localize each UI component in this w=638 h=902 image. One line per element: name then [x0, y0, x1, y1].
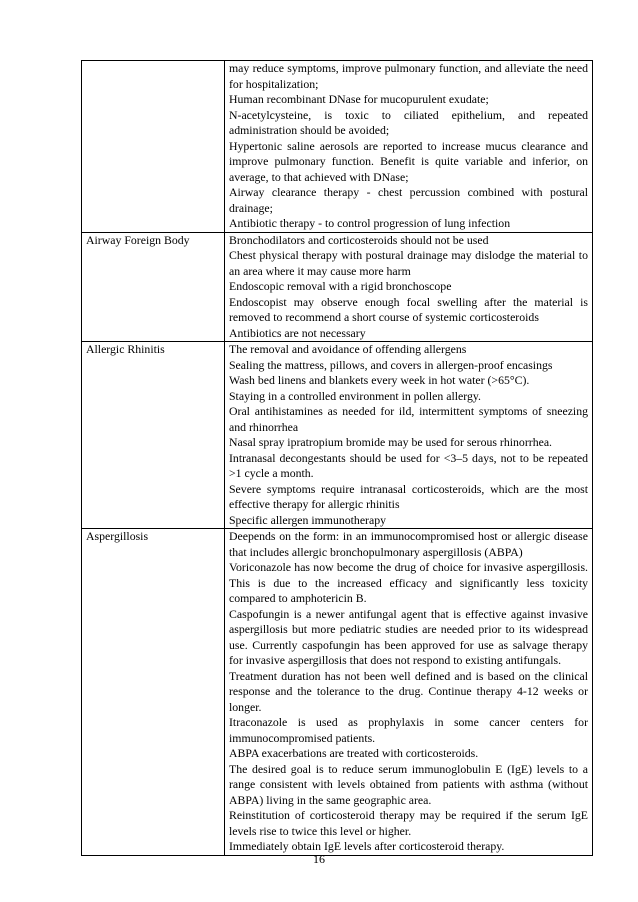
condition-cell — [82, 61, 225, 233]
table-row — [82, 529, 593, 856]
treatment-line: Reinstitution of corticosteroid therapy may be required if the serum IgE levels rise to twice this level or higher. — [229, 808, 588, 838]
treatment-line: Deepends on the form: in an immunocompromised host or allergic disease that includes allergic bronchopulmonary aspergillosis (ABPA) — [229, 529, 588, 559]
treatment-line: Antibiotics are not necessary — [229, 325, 366, 340]
treatment-cell — [225, 342, 593, 529]
treatment-line: The removal and avoidance of offending allergens — [229, 342, 467, 356]
treatment-line: Staying in a controlled environment in pollen allergy. — [229, 388, 481, 403]
condition-cell: Aspergillosis — [82, 529, 225, 856]
treatment-line: Specific allergen immunotherapy — [229, 512, 387, 527]
treatment-table — [81, 60, 593, 856]
treatment-line: Wash bed linens and blankets every week in hot water (>65°C). — [229, 373, 530, 387]
treatment-line: Severe symptoms require intranasal corticosteroids, which are the most effective therapy for allergic rhinitis — [229, 481, 588, 511]
treatment-line: Nasal spray ipratropium bromide may be used for serous rhinorrhea. — [229, 435, 553, 449]
treatment-line: ABPA exacerbations are treated with corticosteroids. — [229, 746, 479, 760]
treatment-line: Human recombinant DNase for mucopurulent exudate; — [229, 92, 489, 106]
treatment-line: Itraconazole is used as prophylaxis in some cancer centers for immunocompromised patients. — [229, 715, 588, 745]
treatment-line: Immediately obtain IgE levels after corticosteroid therapy. — [229, 839, 505, 853]
treatment-line: Caspofungin is a newer antifungal agent that is effective against invasive aspergillosis but more pediatric studies are needed prior to its widespread use. Currently caspofungin has been approved for use as salvage therapy for invasive aspergillosis that does not respond to existing antifungals. — [229, 606, 588, 667]
treatment-line: Endoscopist may observe enough focal swelling after the material is removed to recommend a short course of systemic corticosteroids — [229, 294, 588, 324]
condition-cell: Airway Foreign Body — [82, 232, 225, 342]
treatment-line: may reduce symptoms, improve pulmonary function, and alleviate the need for hospitalization; — [229, 61, 588, 91]
treatment-line: Airway clearance therapy - chest percussion combined with postural drainage; — [229, 185, 588, 215]
treatment-line: Hypertonic saline aerosols are reported to increase mucus clearance and improve pulmonary function. Benefit is quite variable and inferior, on average, to that achieved with DNase; — [229, 138, 588, 184]
treatment-line: Endoscopic removal with a rigid bronchoscope — [229, 279, 452, 293]
condition-cell: Allergic Rhinitis — [82, 342, 225, 529]
treatment-cell — [225, 529, 593, 856]
treatment-line: Chest physical therapy with postural drainage may dislodge the material to an area where it may cause more harm — [229, 248, 588, 278]
treatment-line: Sealing the mattress, pillows, and covers in allergen-proof encasings — [229, 357, 553, 372]
treatment-line: Antibiotic therapy - to control progression of lung infection — [229, 216, 511, 230]
treatment-line: Treatment duration has not been well defined and is based on the clinical response and the tolerance to the drug. Continue therapy 4-12 weeks or longer. — [229, 668, 588, 714]
table-row — [82, 232, 593, 342]
treatment-cell — [225, 232, 593, 342]
table-row — [82, 342, 593, 529]
treatment-line: Bronchodilators and corticosteroids should not be used — [229, 232, 489, 247]
treatment-line: Intranasal decongestants should be used for <3–5 days, not to be repeated >1 cycle a month. — [229, 450, 588, 480]
page-number: 16 — [313, 852, 325, 866]
treatment-line: The desired goal is to reduce serum immunoglobulin E (IgE) levels to a range consistent with levels obtained from patients with asthma (without ABPA) living in the same geographic area. — [229, 761, 588, 807]
treatment-line: Voriconazole has now become the drug of choice for invasive aspergillosis. This is due to the increased efficacy and significantly less toxicity compared to amphotericin B. — [229, 560, 588, 605]
treatment-line: N-acetylcysteine, is toxic to ciliated epithelium, and repeated administration should be avoided; — [229, 107, 588, 137]
treatment-line: Oral antihistamines as needed for ild, intermittent symptoms of sneezing and rhinorrhea — [229, 404, 588, 434]
table-row — [82, 61, 593, 233]
treatment-cell — [225, 61, 593, 233]
